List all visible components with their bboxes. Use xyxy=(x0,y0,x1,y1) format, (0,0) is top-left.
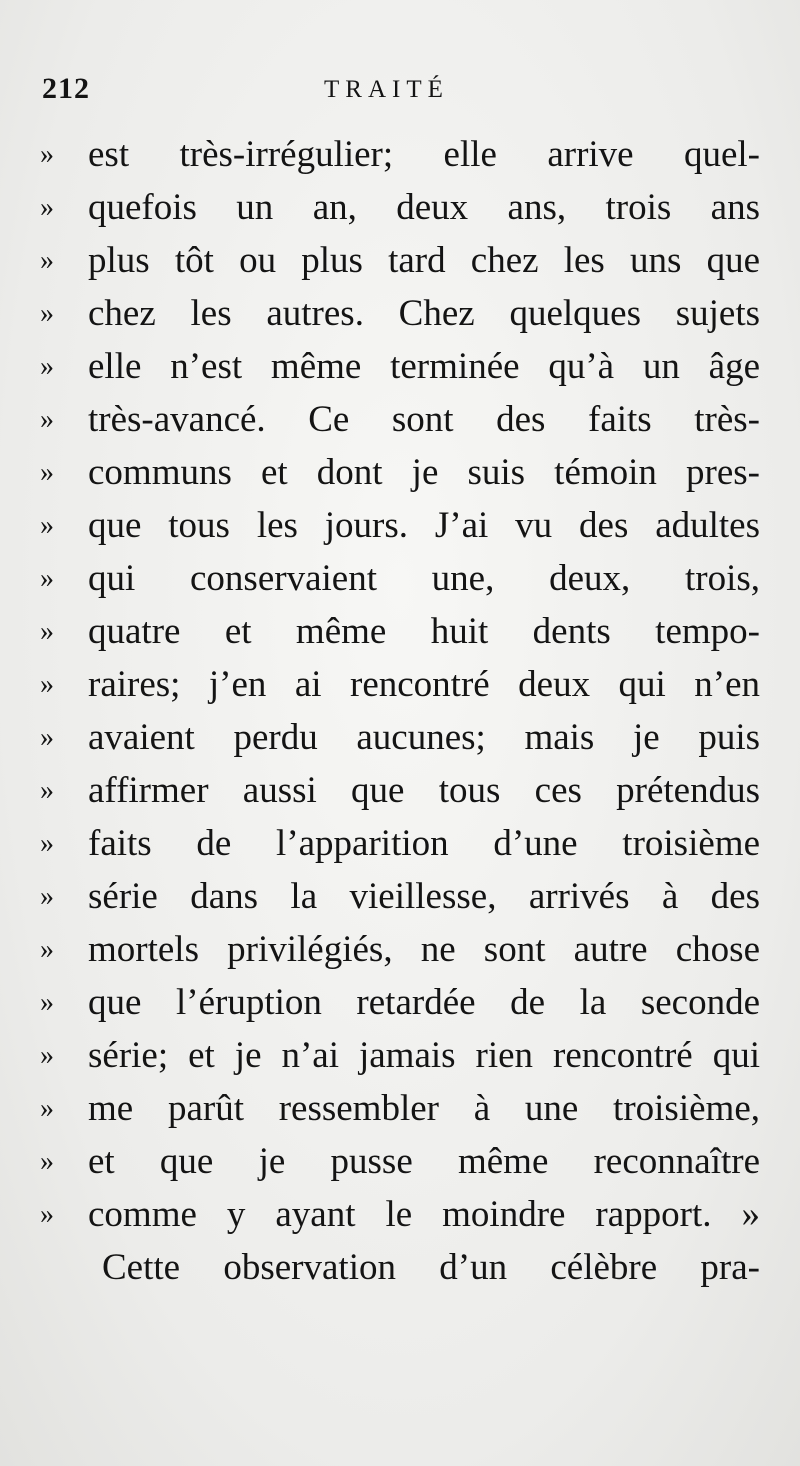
text-line xyxy=(40,1188,760,1241)
quote-mark: » xyxy=(40,722,54,753)
text-line xyxy=(40,1029,760,1082)
text-line xyxy=(40,1135,760,1188)
quote-mark: » xyxy=(40,1040,54,1071)
text-line xyxy=(40,128,760,181)
page-header xyxy=(42,72,762,112)
quote-mark: » xyxy=(40,616,54,647)
text-line xyxy=(40,1082,760,1135)
line-text: me parût ressembler à une troisième, xyxy=(88,1088,760,1129)
quote-mark: » xyxy=(40,510,54,541)
text-line xyxy=(40,764,760,817)
line-text: plus tôt ou plus tard chez les uns que xyxy=(88,240,760,281)
text-line xyxy=(40,446,760,499)
text-line xyxy=(40,552,760,605)
line-text: série dans la vieillesse, arrivés à des xyxy=(88,876,760,917)
body-text xyxy=(40,128,760,1294)
line-text: et que je pusse même reconnaître xyxy=(88,1141,760,1182)
line-text: série; et je n’ai jamais rien rencontré qui xyxy=(88,1035,760,1076)
text-line xyxy=(40,923,760,976)
line-text: est très-irrégulier; elle arrive quel- xyxy=(88,134,760,175)
line-text: affirmer aussi que tous ces prétendus xyxy=(88,770,760,811)
quote-mark: » xyxy=(40,1093,54,1124)
quote-mark: » xyxy=(40,669,54,700)
quote-mark: » xyxy=(40,1146,54,1177)
line-text: chez les autres. Chez quelques sujets xyxy=(88,293,760,334)
text-line xyxy=(40,817,760,870)
line-text: faits de l’apparition d’une troisième xyxy=(88,823,760,864)
quote-mark: » xyxy=(40,563,54,594)
quote-mark: » xyxy=(40,404,54,435)
line-text: avaient perdu aucunes; mais je puis xyxy=(88,717,760,758)
line-text: communs et dont je suis témoin pres- xyxy=(88,452,760,493)
line-text: très-avancé. Ce sont des faits très- xyxy=(88,399,760,440)
quote-mark: » xyxy=(40,987,54,1018)
running-head: TRAITÉ xyxy=(324,76,449,103)
line-text: quatre et même huit dents tempo- xyxy=(88,611,760,652)
line-text: elle n’est même terminée qu’à un âge xyxy=(88,346,760,387)
quote-mark: » xyxy=(40,139,54,170)
text-line xyxy=(40,181,760,234)
text-line xyxy=(40,658,760,711)
line-text: quefois un an, deux ans, trois ans xyxy=(88,187,760,228)
quote-mark: » xyxy=(40,457,54,488)
line-text: comme y ayant le moindre rapport. » xyxy=(88,1194,760,1235)
quote-mark: » xyxy=(40,245,54,276)
page-number: 212 xyxy=(42,72,90,105)
quote-mark: » xyxy=(40,828,54,859)
text-line xyxy=(40,287,760,340)
line-text: mortels privilégiés, ne sont autre chose xyxy=(88,929,760,970)
quote-mark: » xyxy=(40,934,54,965)
text-line xyxy=(40,605,760,658)
quote-mark: » xyxy=(40,298,54,329)
quote-mark: » xyxy=(40,881,54,912)
text-line xyxy=(40,234,760,287)
text-line xyxy=(40,340,760,393)
line-text: que tous les jours. J’ai vu des adultes xyxy=(88,505,760,546)
text-line xyxy=(40,1241,760,1294)
quote-mark: » xyxy=(40,1199,54,1230)
quote-mark: » xyxy=(40,775,54,806)
text-line xyxy=(40,976,760,1029)
line-text: Cette observation d’un célèbre pra- xyxy=(102,1247,760,1288)
line-text: qui conservaient une, deux, trois, xyxy=(88,558,760,599)
line-text: que l’éruption retardée de la seconde xyxy=(88,982,760,1023)
text-line xyxy=(40,393,760,446)
line-text: raires; j’en ai rencontré deux qui n’en xyxy=(88,664,760,705)
text-line xyxy=(40,711,760,764)
text-line xyxy=(40,499,760,552)
quote-mark: » xyxy=(40,192,54,223)
quote-mark: » xyxy=(40,351,54,382)
text-line xyxy=(40,870,760,923)
